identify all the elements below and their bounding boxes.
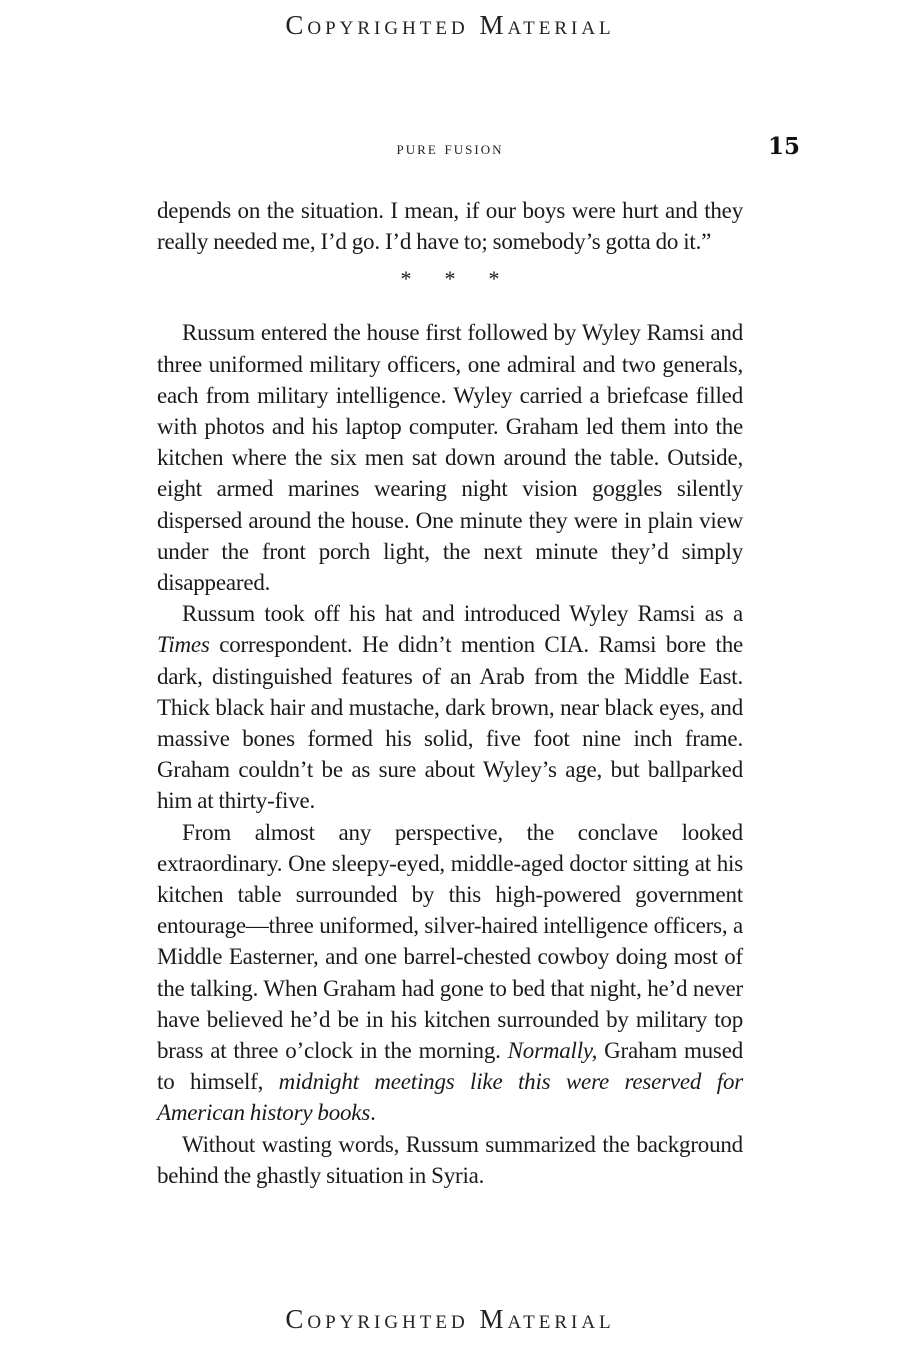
- body-text: [157, 195, 743, 1191]
- paragraph-1: Russum entered the house first followed by Wyley Ramsi and three uniformed military officers, one admiral and two generals, each from military intelligence. Wyley carried a briefcase filled with photos and his laptop computer. Graham led them into the kitchen where the six men sat down around the table. Outside, eight armed marines wearing night vision goggles silently dispersed around the house. One minute they were in plain view under the front porch light, the next minute they’d simply disappeared.: [157, 320, 743, 596]
- paragraph-4: Without wasting words, Russum summarized the background behind the ghastly situation in Syria.: [157, 1131, 743, 1188]
- running-head-title: pure fusion: [396, 138, 504, 159]
- paragraph-2-text-b: correspondent. He didn’t mention CIA. Ramsi bore the dark, distinguished features of an Arab from the Middle East. Thick black hair and mustache, dark brown, near black eyes, and massive bones formed his solid, five foot nine inch frame. Graham couldn’t be as sure about Wyley’s age, but ballparked him at thirty-five.: [157, 632, 743, 814]
- copyright-watermark-top: Copyrighted Material: [285, 10, 615, 40]
- paragraph-3-italic-normally: Normally,: [507, 1038, 598, 1064]
- paragraph-2-text-a: Russum took off his hat and introduced Wyley Ramsi as a: [182, 601, 743, 627]
- paragraph-continuation: depends on the situation. I mean, if our boys were hurt and they really needed me, I’d go. I’d have to; somebody’s gotta do it.”: [157, 198, 743, 255]
- paragraph-3-text-c: .: [370, 1100, 376, 1126]
- paragraph-3-text-a: From almost any perspective, the conclave looked extraordinary. One sleepy-eyed, middle-aged doctor sitting at his kitchen table surrounded by this high-powered government entourage—three uniformed, silver-haired intelligence officers, a Middle Easterner, and one barrel-chested cowboy doing most of the talking. When Graham had gone to bed that night, he’d never have believed he’d be in his kitchen surrounded by military top brass at three o’clock in the morning.: [157, 819, 743, 1064]
- paragraph-3-text-b: Graham mused to himself,: [157, 1038, 743, 1095]
- paragraph-2-italic-times: Times: [157, 632, 210, 658]
- copyright-watermark-bottom: Copyrighted Material: [285, 1304, 615, 1334]
- paragraph-3-italic-thought: midnight meetings like this were reserved for American history books: [157, 1069, 743, 1126]
- paragraph-2: [157, 598, 743, 816]
- page-number: 15: [767, 133, 800, 160]
- scene-break: * * *: [400, 266, 514, 292]
- paragraph-3: [157, 817, 743, 1129]
